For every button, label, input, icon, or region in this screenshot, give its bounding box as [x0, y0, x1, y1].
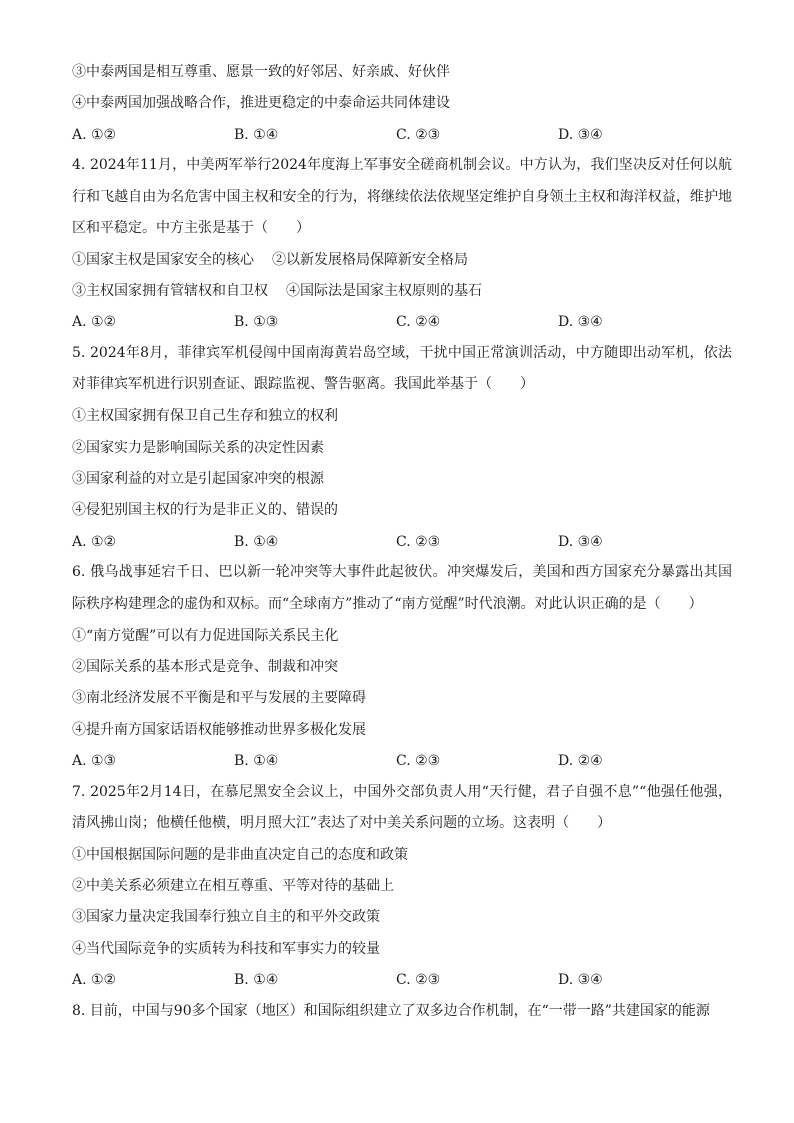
q3-option-b[interactable]: B. ①④	[234, 126, 279, 143]
q6-option-c[interactable]: C. ②③	[396, 752, 441, 769]
q7-option-b[interactable]: B. ①④	[234, 971, 279, 988]
q7-item-2: ②中美关系必须建立在相互尊重、平等对待的基础上	[72, 878, 394, 895]
q7-option-d[interactable]: D. ③④	[558, 971, 603, 988]
q3-item-3: ③中泰两国是相互尊重、愿景一致的好邻居、好亲戚、好伙伴	[72, 64, 450, 80]
q4-item-4: ④国际法是国家主权原则的基石	[286, 283, 482, 300]
q5-item-4: ④侵犯别国主权的行为是非正义的、错误的	[72, 502, 338, 519]
q4-option-d[interactable]: D. ③④	[558, 314, 603, 331]
q4-options	[72, 312, 732, 332]
q5-item-2: ②国家实力是影响国际关系的决定性因素	[72, 439, 324, 456]
q5-option-a[interactable]: A. ①②	[72, 533, 117, 550]
q7-option-a[interactable]: A. ①②	[72, 971, 117, 988]
exam-page	[72, 62, 732, 1033]
q4-stem: 4. 2024年11月，中美两军举行2024年度海上军事安全磋商机制会议。中方认为，我们坚决反对任何以航行和飞越自由为名危害中国主权和安全的行为，将继续依法依规坚定维护自身领土主权和海洋权益，维护地区和平稳定。中方主张是基于（ ）	[72, 157, 732, 236]
q5-item-3: ③国家利益的对立是引起国家冲突的根源	[72, 471, 324, 488]
q4-item-3: ③主权国家拥有管辖权和自卫权	[72, 283, 268, 300]
q5-option-c[interactable]: C. ②③	[396, 533, 441, 550]
q6-item-3: ③南北经济发展不平衡是和平与发展的主要障碍	[72, 690, 366, 707]
q6-option-b[interactable]: B. ①④	[234, 752, 279, 769]
q5-stem: 5. 2024年8月，菲律宾军机侵闯中国南海黄岩岛空域，干扰中国正常演训活动，中方随即出动军机，依法对菲律宾军机进行识别查证、跟踪监视、警告驱离。我国此举基于（ ）	[72, 345, 732, 393]
q6-option-d[interactable]: D. ②④	[558, 752, 603, 769]
q7-item-3: ③国家力量决定我国奉行独立自主的和平外交政策	[72, 909, 380, 926]
q7-options	[72, 970, 732, 990]
q4-items-row-2	[72, 281, 732, 301]
q4-option-b[interactable]: B. ①③	[234, 314, 279, 331]
q8-stem: 8. 目前，中国与90多个国家（地区）和国际组织建立了双多边合作机制，在“一带一路”共建国家的能源	[72, 1003, 710, 1020]
q4-item-2: ②以新发展格局保障新安全格局	[272, 251, 468, 268]
q6-option-a[interactable]: A. ①③	[72, 752, 117, 769]
q5-option-b[interactable]: B. ①④	[234, 533, 279, 550]
q4-item-1: ①国家主权是国家安全的核心	[72, 251, 254, 268]
q7-item-4: ④当代国际竞争的实质转为科技和军事实力的较量	[72, 940, 380, 957]
q7-option-c[interactable]: C. ②③	[396, 971, 441, 988]
q4-items-row-1	[72, 250, 732, 270]
q4-option-a[interactable]: A. ①②	[72, 314, 117, 331]
q3-item-4: ④中泰两国加强战略合作，推进更稳定的中泰命运共同体建设	[72, 95, 450, 112]
q6-options	[72, 751, 732, 771]
q3-options	[72, 125, 732, 145]
q6-stem: 6. 俄乌战事延宕千日、巴以新一轮冲突等大事件此起彼伏。冲突爆发后，美国和西方国家充分暴露出其国际秩序构建理念的虚伪和双标。而“全球南方”推动了“南方觉醒”时代浪潮。对此认识正确的是（ ）	[72, 564, 732, 612]
q3-option-a[interactable]: A. ①②	[72, 126, 117, 143]
q5-option-d[interactable]: D. ③④	[558, 533, 603, 550]
q6-item-2: ②国际关系的基本形式是竞争、制裁和冲突	[72, 658, 338, 675]
q7-item-1: ①中国根据国际问题的是非曲直决定自己的态度和政策	[72, 846, 408, 863]
q6-item-4: ④提升南方国家话语权能够推动世界多极化发展	[72, 721, 366, 738]
q3-option-c[interactable]: C. ②③	[396, 126, 441, 143]
q6-item-1: ①“南方觉醒”可以有力促进国际关系民主化	[72, 627, 339, 644]
q7-stem: 7. 2025年2月14日，在慕尼黑安全会议上，中国外交部负责人用“天行健，君子自强不息”“他强任他强，清风拂山岗；他横任他横，明月照大江”表达了对中美关系问题的立场。这表明（ ）	[72, 783, 732, 831]
q4-option-c[interactable]: C. ②④	[396, 314, 441, 331]
q5-options	[72, 532, 732, 552]
q3-option-d[interactable]: D. ③④	[558, 126, 603, 143]
q5-item-1: ①主权国家拥有保卫自己生存和独立的权利	[72, 408, 338, 425]
